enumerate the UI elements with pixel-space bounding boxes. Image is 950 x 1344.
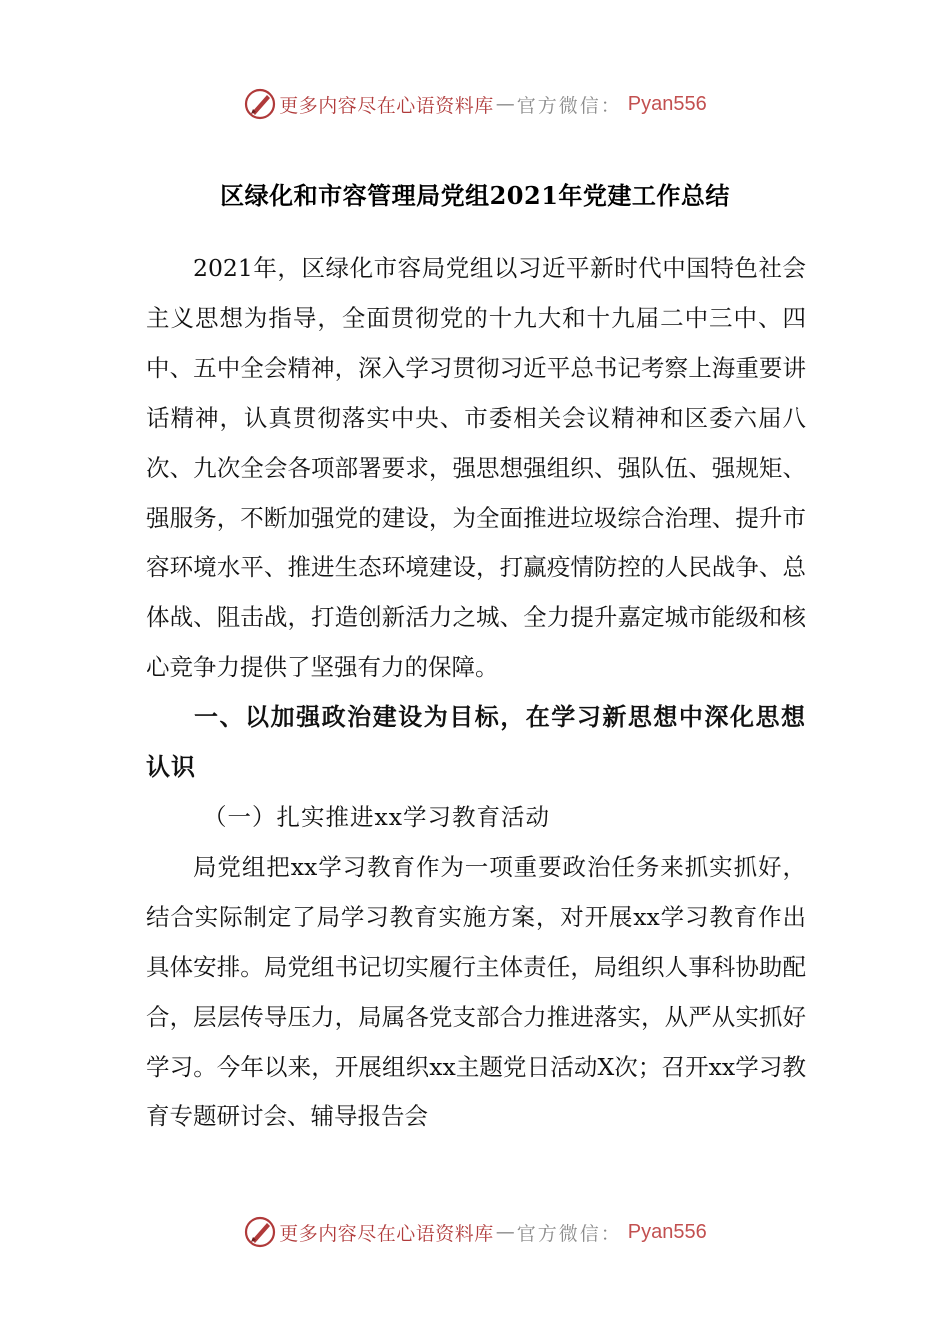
watermark-separator: — xyxy=(495,93,515,115)
intro-paragraph: 2021年，区绿化市容局党组以习近平新时代中国特色社会主义思想为指导，全面贯彻党的十九大和十九届二中三中、四中、五中全会精神，深入学习贯彻习近平总书记考察上海重要讲话精神，认真贯彻落实中央、市委相关会议精神和区委六届八次、九次全会各项部署要求，强思想强组织、强队伍、强规矩、强服务，不断加强党的建设，为全面推进垃圾综合治理、提升市容环境水平、推进生态环境建设，打赢疫情防控的人民战争、总体战、阻击战，打造创新活力之城、全力提升嘉定城市能级和核心竞争力提供了坚强有力的保障。 xyxy=(146,254,806,682)
document-body xyxy=(146,244,806,1142)
subsection-heading: （一）扎实推进xx学习教育活动 xyxy=(203,802,551,831)
watermark-official-label: 官方微信： xyxy=(516,94,622,117)
watermark-separator: — xyxy=(495,1221,515,1243)
quill-logo-icon xyxy=(243,87,277,121)
watermark-text: 更多内容尽在心语资料库 xyxy=(279,94,494,117)
watermark-official-label: 官方微信： xyxy=(516,1222,622,1245)
watermark-wechat-id: Pyan556 xyxy=(627,92,707,115)
section-heading: 一、以加强政治建设为目标，在学习新思想中深化思想认识 xyxy=(146,703,806,782)
document-title: 区绿化和市容管理局党组2021年党建工作总结 xyxy=(220,181,730,210)
watermark-wechat-id: Pyan556 xyxy=(627,1220,707,1243)
quill-logo-icon xyxy=(243,1215,277,1249)
subsection-paragraph: 局党组把xx学习教育作为一项重要政治任务来抓实抓好，结合实际制定了局学习教育实施方案，对开展xx学习教育作出具体安排。局党组书记切实履行主体责任，局组织人事科协助配合，层层传导压力，局属各党支部合力推进落实，从严从实抓好学习。今年以来，开展组织xx主题党日活动X次；召开xx学习教育专题研讨会、辅导报告会 xyxy=(146,852,806,1131)
watermark-text: 更多内容尽在心语资料库 xyxy=(279,1222,494,1245)
watermark-banner-top xyxy=(0,84,950,124)
watermark-banner-bottom xyxy=(0,1212,950,1252)
